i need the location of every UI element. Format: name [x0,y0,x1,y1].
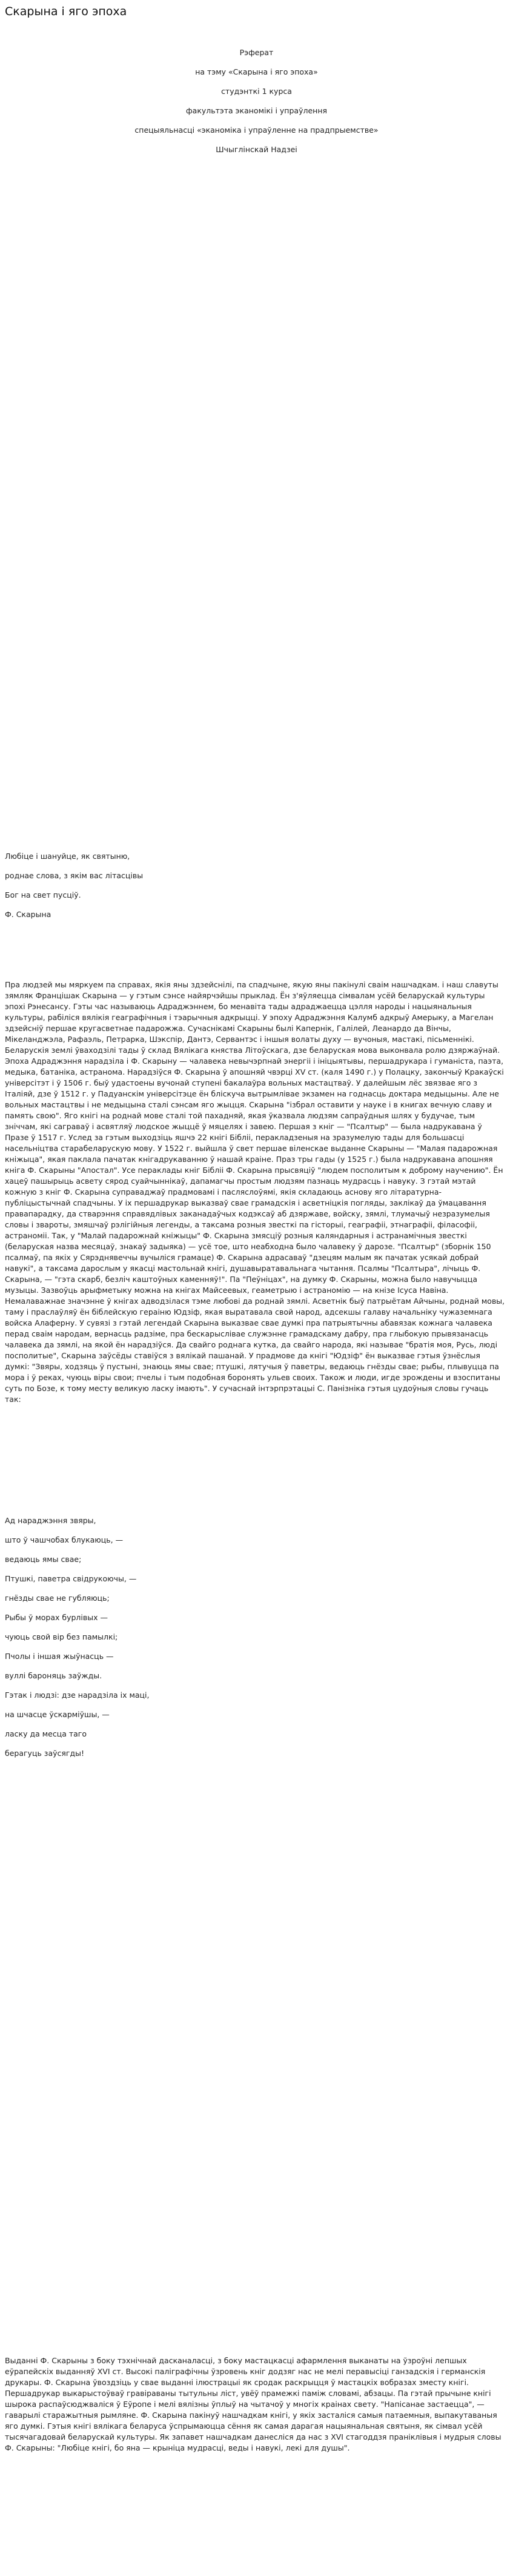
page-title: Скарына і яго эпоха [5,5,127,18]
verse-line: чуюць свой вір без памылкі; [5,1632,118,1641]
header-line-faculty: факультэта эканомікі і упраўлення [185,106,328,115]
header-line-student: студэнткі 1 курса [221,87,292,96]
verse-line: Пчолы і іншая жыўнасць — [5,1652,114,1661]
verse-line: ведаюць ямы свае; [5,1555,82,1564]
epigraph-line: роднае слова, з якім вас літасцівы [5,871,144,880]
epigraph-line: Бог на свет пусціў. [5,890,81,899]
epigraph-line: Любіце і шануйце, як святыню, [5,852,130,861]
header-line-author: Шчыглінскай Надзеі [216,145,297,154]
main-text [5,979,506,1411]
verse-line: што ў чашчобах блукаюць, — [5,1535,124,1544]
verse-line: гнёзды свае не губляюць; [5,1593,110,1603]
verse-line: Рыбы ў морах бурлівых — [5,1613,108,1622]
body-paragraph: Пра людзей мы мяркуем па справах, якія яны здзейснілі, па спадчыне, якую яны пакінулі сваім нашчадкам. і наш славуты зямляк Францішак Скарына — у гэтым сэнсе найярчэйшы прыклад. Ён з'яўляецца сімвалам усёй беларускай культуры эпохі Рэнесансу. Гэты час называюць Адраджэннем, бо менавіта тады адраджаецца цэлля народы і нацыянальныя культуры, рабіліся вялікія геаграфічныя і тэарычныя адкрыцці. У эпоху Адраджэння Калумб адкрыў Амерыку, а Магелан здзейсніў першае кругасветнае падарожжа. Сучаснікамі Скарыны былі Капернік, Галілей, Леанардо да Вінчы, Мікеланджэла, Рафаэль, Петрарка, Шэкспір, Дантэ, Сервантэс і іншыя волаты духу — вучоныя, мастакі, пісьменнікі. Беларускія землі ўваходзілі тады ў склад Вялікага княства Літоўскага, дзе беларуская мова выконвала ролю дзяржаўнай. Эпоха Адраджэння нарадзіла і Ф. Скарыну — чалавека невычэрпнай энергіі і ініцыятывы, першадрукара і гуманіста, паэта, медыка, батаніка, астранома. Нарадзіўся Ф. Скарына ў апошняй чвэрці XV ст. (каля 1490 г.) у Полацку, закончыў Кракаўскі універсітэт і ў 1506 г. быў удастоены вучонай ступені бакалаўра вольных мастацтваў. У далейшым лёс звязвае яго з Італіяй, дзе ў 1512 г. у Падуанскім універсітэце ён блiскуча вытрымлівае экзамен на годнасць доктара медыцыны. Але не вольных мастацтвы і не медыцына сталі сэнсам яго жыцця. Скарына "ізбрал оставити у науке і в книгах вечную славу и память свою". Яго кнігі на роднай мове сталі той пахадняй, якая ўказвала людзям сапраўдныя шлях у будучае, тым зніччам, які саграваў і асвятляў людское жыццё ў мяцелях і завею. Першая з кніг — "Псалтыр" — была надрукавана ў Празе ў 1517 г. Услед за гэтым выходзіць яшчэ 22 кнігі Бібліі, перакладзеныя на зразумелую тады для большасці насельніцтва старабеларускую мову. У 1522 г. выйшла ў свет першае віленскае выданне Скарыны — "Малая падарожная кніжыца", якая паклала пачатак кнігадрукаванню ў нашай краіне. Праз тры гады (у 1525 г.) была надрукавана апошняя кніга Ф. Скарыны "Апостал". Усе пераклады кніг Бібліі Ф. Скарына прысвяціў "людем посполитым к доброму научению". Ён хацеў пашырыць асвету сярод суайчыннікаў, дапамагчы простым людзям пазнаць мудрасць і навуку. З гэтай мэтай кожную з кніг Ф. Скарына суправаджаў прадмовамі і пасляслоўямі, якія складаюць аснову яго літаратурна-публіцыстычнай спадчыны. У іх першадрукар выказваў свае грамадскія і асветніцкія погляды, заклікаў да ўмацавання правапарадку, да стварэння справядлівых заканадаўчых кодэксаў аб дзяржаве, войску, зямлі, тлумачыў незразумелыя словы і звароты, змяшчаў рэлігійныя легенды, а таксама розныя звесткі па гісторыі, геаграфіі, этнаграфіі, філасофіі, астраноміі. Так, у "Малай падарожнай кніжыцы" Ф. Скарына змясціў розныя каляндарныя і астранамічныя звесткі (беларуская назва месяцаў, знакаў задыяка) — усё тое, што неабходна было чалавеку ў дарозе. "Псалтыр" (зборнік 150 псалмаў, па якіх у Сярэднявеччы вучыліся грамаце) Ф. Скарына адрасаваў "дзецям малым як пачатак усякай добрай навукі", а таксама дарослым у якасці мастольнай кнігі, душавыратавальнага чытання. Псалмы "Псалтыра", лічыць Ф. Скарына, — "гэта скарб, безліч каштоўных каменняў!". Па "Пеўніцах", на думку Ф. Скарыны, можна было навучыцца музыцы. Зазвоўць арыфметыку можна на кнігах Майсеевых, геаметрыю і астраномію — на кнізе Ісуса Навіна. Немалаважнае значэнне ў кнігах адводзілася тэме любові да роднай зямлі. Асветнік быў патрыётам Айчыны, роднай мовы, таму і праслаўляў ён біблейскую гераіню Юдзіф, якая выратавала свой народ, адсекшы галаву начальніку чужаземнага войска Алаферну. У сувязі з гэтай легендай Скарына выказвае свае думкі пра патрыятычны абавязак кожнага чалавека перад сваім народам, вернасць радзіме, пра бескарыслівае служэнне грамадскаму дабру, пра глыбокую прывязанасць чалавека да зямлі, на якой ён нарадзіўся. Да свайго роднага кутка, да свайго народа, які называе "братія моя, Русь, людi посполитые", Скарына заўсёды ставіўся з вялікай пашанай. У прадмове да кнігі "Юдзіф" ён выказвае гэтыя ўзнёслыя думкі: "Звяры, ходзяць ў пустыні, знаюць ямы свае; птушкі, лятучыя ў паветры, ведаюць гнёзды свае; рыбы, плывуцца па мора і ў реках, чуюць вiры свои; пчелы і тым подобная боронять ульев своих. Також и люди, игде зрождены и взоспитаны суть по Бозе, к тому месту великую ласку імають". У сучаснай інтэрпрэтацыі С. Панізніка гэтыя цудоўныя словы гучаць так: [5,980,505,1404]
verse-line: ласку да месца таго [5,1729,87,1738]
header-line-topic: на тэму «Скарына і яго эпоха» [195,67,318,76]
verse-line: вуллі бароняць заўжды. [5,1671,102,1680]
epigraph-author: Ф. Скарына [5,910,51,919]
title-page-block [0,47,513,164]
verse-line: Птушкі, паветра свідрукоючы, — [5,1574,137,1583]
verse-block [5,1515,506,1767]
header-line-essay: Рэферат [239,48,274,57]
verse-line: на шчасце ўскарміўшы, — [5,1710,110,1719]
verse-line: Гэтак і людзі: дзе нарадзіла іх маці, [5,1690,150,1700]
header-line-speciality: спецыяльнасці «эканоміка і упраўленне на прадпрыемстве» [134,125,379,135]
verse-line: берагуць заўсягды! [5,1749,84,1758]
body-paragraph: Выданні Ф. Скарыны з боку тэхнічнай дасканаласці, з боку мастацкасці афармлення выканаты на ўзроўні лепшых еўрапейскіх выданняў XVI ст. Высокі паліграфічны ўзровень кніг додзяг нас не мелі перавысіці ганзадскія і германскія друкары. Ф. Скарына ўвоздзіць у свае выданні ілюстрацыі як сродак раскрыцця ў мастацкіх вобразах зместу кнігі. Першадрукар выкарыстоўваў гравіраваны тытульны ліст, увёў прамежкі паміж словамі, абзацы. Па гэтай прычыне кнігі шырока распаўсюджваліся ў Еўропе і мелі вялізны ўплыў на чытачоў у многіх краінах свету. "Напісанае застаецца", — гаварылі старажытныя рымляне. Ф. Скарына пакінуў нашчадкам кнігі, у якіх засталіся самыя патаемныя, выпакутаваныя яго думкі. Гэтыя кнігі вялікага беларуса ўспрымаюцца сёння як самая дарагая нацыянальная святыня, як сімвал усёй тысячагадовай беларускай культуры. Як запавет нашчадкам данесліся да нас з XVI стагоддзя праніклівыя і мудрыя словы Ф. Скарыны: "Любіце кнігі, бо яна — крыніца мудрасці, веды і навукі, лекі для душы". [5,2356,501,2452]
verse-line: Ад нараджэння звяры, [5,1516,96,1525]
closing-text [5,2355,506,2454]
epigraph [5,851,508,929]
